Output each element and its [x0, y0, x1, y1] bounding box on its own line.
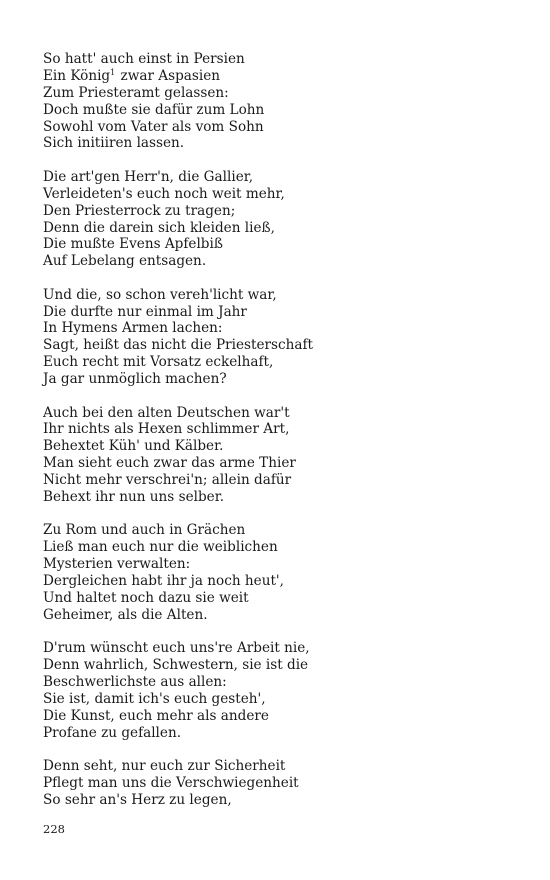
verse-line — [43, 573, 513, 590]
verse-line — [43, 304, 513, 321]
verse-text: Doch mußte sie dafür zum Lohn — [43, 101, 265, 118]
verse-text: Man sieht euch zwar das arme Thier — [43, 455, 296, 472]
verse-line — [43, 371, 513, 388]
verse-text: Zu Rom und auch in Grächen — [43, 522, 246, 539]
verse-text: Die Kunst, euch mehr als andere — [43, 707, 269, 724]
stanza — [43, 405, 513, 506]
verse-line — [43, 725, 513, 742]
verse-line — [43, 590, 513, 607]
verse-text: Denn wahrlich, Schwestern, sie ist die — [43, 657, 309, 674]
verse-line — [43, 220, 513, 237]
verse-line — [43, 287, 513, 304]
verse-line — [43, 135, 513, 152]
stanza — [43, 51, 513, 152]
verse-line — [43, 85, 513, 102]
verse-line — [43, 253, 513, 270]
verse-line — [43, 186, 513, 203]
verse-line — [43, 119, 513, 136]
verse-line — [43, 674, 513, 691]
verse-text: Denn die darein sich kleiden ließ, — [43, 219, 275, 236]
stanza — [43, 758, 513, 809]
stanza — [43, 640, 513, 741]
verse-line — [43, 421, 513, 438]
verse-text: Pflegt man uns die Verschwiegenheit — [43, 774, 299, 791]
verse-line — [43, 792, 513, 809]
stanza — [43, 169, 513, 270]
verse-text: Geheimer, als die Alten. — [43, 606, 208, 623]
verse-line — [43, 337, 513, 354]
verse-line — [43, 775, 513, 792]
verse-line — [43, 68, 513, 85]
verse-line — [43, 455, 513, 472]
verse-line — [43, 607, 513, 624]
verse-text: Die durfte nur einmal im Jahr — [43, 303, 247, 320]
verse-line — [43, 102, 513, 119]
verse-text: Nicht mehr verschrei'n; allein dafür — [43, 472, 292, 489]
page-number: 228 — [43, 822, 65, 836]
verse-text: Mysterien verwalten: — [43, 556, 191, 573]
verse-text: Und die, so schon vereh'licht war, — [43, 286, 277, 303]
verse-line — [43, 203, 513, 220]
verse-line — [43, 236, 513, 253]
verse-text: Euch recht mit Vorsatz eckelhaft, — [43, 354, 274, 371]
verse-text: Denn seht, nur euch zur Sicherheit — [43, 758, 286, 775]
verse-line — [43, 708, 513, 725]
verse-text: Ließ man euch nur die weiblichen — [43, 539, 278, 556]
verse-line — [43, 169, 513, 186]
verse-line — [43, 522, 513, 539]
verse-line — [43, 320, 513, 337]
verse-text: Auf Lebelang entsagen. — [43, 253, 207, 270]
verse-text: So hatt' auch einst in Persien — [43, 51, 245, 67]
verse-text: Sowohl vom Vater als vom Sohn — [43, 118, 264, 135]
verse-line — [43, 657, 513, 674]
verse-text: Die art'gen Herr'n, die Gallier, — [43, 168, 254, 185]
verse-text: Ihr nichts als Hexen schlimmer Art, — [43, 421, 290, 438]
stanza — [43, 522, 513, 623]
verse-text: Und haltet noch dazu sie weit — [43, 589, 249, 606]
verse-line — [43, 691, 513, 708]
verse-text: So sehr an's Herz zu legen, — [43, 791, 232, 808]
verse-text: Ein König — [43, 67, 111, 84]
verse-text: Profane zu gefallen. — [43, 724, 182, 741]
verse-text: Den Priesterrock zu tragen; — [43, 202, 236, 219]
verse-text: Verleideten's euch noch weit mehr, — [43, 185, 285, 202]
verse-line — [43, 758, 513, 775]
verse-text-continued: zwar Aspasien — [116, 67, 220, 84]
verse-line — [43, 438, 513, 455]
verse-text: In Hymens Armen lachen: — [43, 320, 223, 337]
verse-text: Sagt, heißt das nicht die Priesterschaft — [43, 337, 313, 354]
verse-line — [43, 489, 513, 506]
verse-text: Auch bei den alten Deutschen war't — [43, 404, 290, 421]
poem-page — [43, 51, 513, 825]
verse-line — [43, 472, 513, 489]
verse-text: Behext ihr nun uns selber. — [43, 488, 225, 505]
verse-text: Zum Priesteramt gelassen: — [43, 84, 229, 101]
verse-text: Behextet Küh' und Kälber. — [43, 438, 224, 455]
verse-text: Beschwerlichste aus allen: — [43, 674, 227, 690]
verse-line — [43, 539, 513, 556]
verse-line — [43, 640, 513, 657]
verse-text: Ja gar unmöglich machen? — [43, 371, 227, 388]
poem-text — [43, 51, 513, 809]
verse-text: Dergleichen habt ihr ja noch heut', — [43, 573, 284, 590]
verse-text: Die mußte Evens Apfelbiß — [43, 236, 223, 253]
verse-text: D'rum wünscht euch uns're Arbeit nie, — [43, 640, 310, 657]
footnote-marker: 1 — [110, 67, 116, 77]
verse-text: Sich initiiren lassen. — [43, 135, 185, 152]
verse-line — [43, 51, 513, 68]
verse-line — [43, 405, 513, 422]
verse-line — [43, 556, 513, 573]
stanza — [43, 287, 513, 388]
verse-text: Sie ist, damit ich's euch gesteh', — [43, 690, 266, 707]
verse-line — [43, 354, 513, 371]
